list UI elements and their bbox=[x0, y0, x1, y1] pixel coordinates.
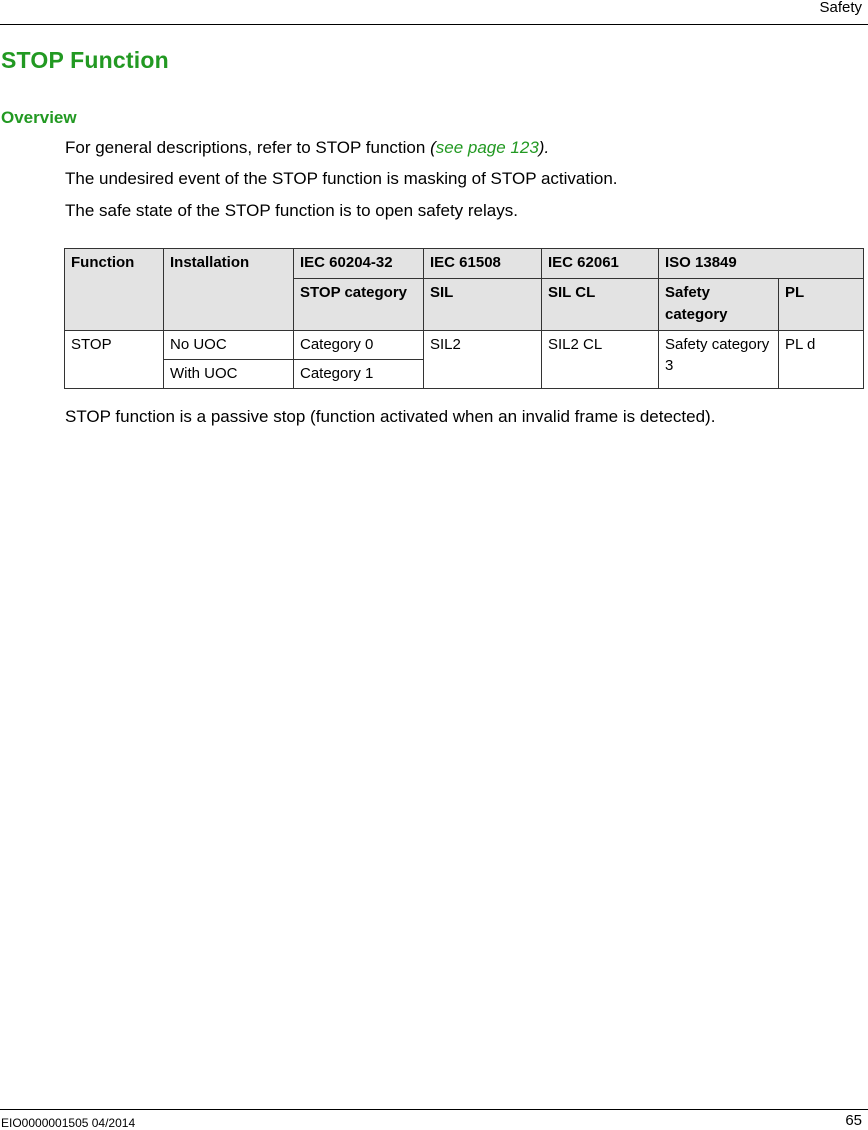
page-reference-link[interactable]: see page 123 bbox=[435, 138, 539, 157]
footer-divider bbox=[0, 1109, 868, 1110]
header-iec-61508: IEC 61508 bbox=[424, 249, 542, 279]
page-title: STOP Function bbox=[1, 47, 169, 73]
header-divider bbox=[0, 24, 868, 25]
header-iec-62061: IEC 62061 bbox=[542, 249, 659, 279]
cell-pl: PL d bbox=[779, 331, 864, 389]
subheader-stop-category: STOP category bbox=[294, 279, 424, 331]
cell-sil-cl: SIL2 CL bbox=[542, 331, 659, 389]
overview-paragraph-undesired-event: The undesired event of the STOP function is masking of STOP activation. bbox=[65, 169, 618, 188]
cell-stop-category: Category 0 bbox=[294, 331, 424, 360]
table-row bbox=[65, 331, 864, 360]
section-heading-overview: Overview bbox=[1, 108, 77, 127]
header-function: Function bbox=[65, 249, 164, 331]
running-header-section: Safety bbox=[819, 0, 862, 16]
overview-paragraph-safe-state: The safe state of the STOP function is to open safety relays. bbox=[65, 201, 518, 220]
xref-paren-open: ( bbox=[430, 138, 436, 157]
cell-installation: No UOC bbox=[164, 331, 294, 360]
cell-stop-category: Category 1 bbox=[294, 360, 424, 389]
safety-standards-table bbox=[64, 248, 864, 389]
header-installation: Installation bbox=[164, 249, 294, 331]
cell-installation: With UOC bbox=[164, 360, 294, 389]
cell-sil: SIL2 bbox=[424, 331, 542, 389]
xref-paren-close: ). bbox=[538, 138, 550, 157]
subheader-sil: SIL bbox=[424, 279, 542, 331]
table-header-row bbox=[65, 249, 864, 279]
subheader-pl: PL bbox=[779, 279, 864, 331]
footer-page-number: 65 bbox=[845, 1112, 862, 1129]
subheader-sil-cl: SIL CL bbox=[542, 279, 659, 331]
cell-function: STOP bbox=[65, 331, 164, 389]
passive-stop-note: STOP function is a passive stop (function activated when an invalid frame is detected). bbox=[65, 407, 716, 426]
cell-safety-category: Safety category 3 bbox=[659, 331, 779, 389]
footer-document-reference: EIO0000001505 04/2014 bbox=[1, 1116, 136, 1130]
subheader-safety-category: Safety category bbox=[659, 279, 779, 331]
header-iec-60204-32: IEC 60204-32 bbox=[294, 249, 424, 279]
header-iso-13849: ISO 13849 bbox=[659, 249, 864, 279]
overview-paragraph-general-text: For general descriptions, refer to STOP function bbox=[65, 138, 431, 157]
overview-paragraph-general bbox=[65, 138, 549, 158]
